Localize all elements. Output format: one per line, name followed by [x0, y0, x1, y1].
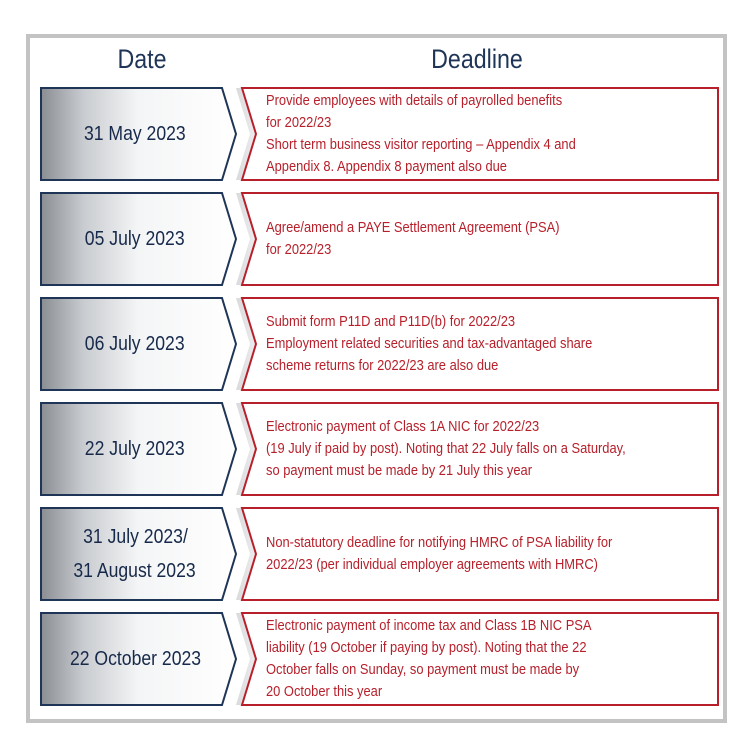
deadline-rows — [30, 38, 723, 719]
deadline-line: scheme returns for 2022/23 are also due — [266, 357, 499, 374]
deadline-line: Agree/amend a PAYE Settlement Agreement (PSA) — [266, 219, 560, 236]
deadline-line: 2022/23 (per individual employer agreements with HMRC) — [266, 556, 598, 573]
date-cell — [41, 507, 229, 601]
deadline-row — [30, 87, 723, 181]
deadline-line: Electronic payment of income tax and Class 1B NIC PSA — [266, 617, 592, 634]
deadline-row — [30, 402, 723, 496]
date-cell — [41, 297, 229, 391]
deadline-line: Electronic payment of Class 1A NIC for 2022/23 — [266, 418, 540, 435]
deadline-row — [30, 612, 723, 706]
deadline-line: Appendix 8. Appendix 8 payment also due — [266, 158, 507, 175]
date-line: 06 July 2023 — [85, 333, 185, 355]
deadline-line: so payment must be made by 21 July this year — [266, 462, 533, 479]
date-cell — [41, 87, 229, 181]
deadline-line: liability (19 October if paying by post). Noting that the 22 — [266, 639, 587, 656]
deadline-row — [30, 507, 723, 601]
date-cell — [41, 612, 229, 706]
deadline-cell — [266, 297, 716, 391]
deadline-cell — [266, 612, 716, 706]
deadline-cell — [266, 507, 716, 601]
deadline-line: for 2022/23 — [266, 241, 332, 258]
deadline-cell — [266, 87, 716, 181]
deadline-line: Submit form P11D and P11D(b) for 2022/23 — [266, 313, 516, 330]
date-line: 22 July 2023 — [85, 438, 185, 460]
date-line: 31 July 2023/ — [82, 526, 188, 548]
deadline-line: Non-statutory deadline for notifying HMRC of PSA liability for — [266, 534, 613, 551]
deadline-line: 20 October this year — [266, 683, 383, 700]
deadline-line: Short term business visitor reporting – Appendix 4 and — [266, 136, 576, 153]
deadline-line: Employment related securities and tax-advantaged share — [266, 335, 593, 352]
deadline-cell — [266, 192, 716, 286]
deadline-cell — [266, 402, 716, 496]
deadline-table — [26, 34, 727, 723]
date-column-header: Date — [117, 44, 167, 74]
deadline-row — [30, 192, 723, 286]
date-cell — [41, 192, 229, 286]
date-line: 22 October 2023 — [69, 648, 201, 670]
date-cell — [41, 402, 229, 496]
deadline-line: Provide employees with details of payrolled benefits — [266, 92, 563, 109]
deadline-line: October falls on Sunday, so payment must be made by — [266, 661, 580, 678]
deadline-line: (19 July if paid by post). Noting that 22 July falls on a Saturday, — [266, 440, 626, 457]
date-line: 31 August 2023 — [73, 560, 197, 582]
deadline-line: for 2022/23 — [266, 114, 332, 131]
date-line: 31 May 2023 — [84, 123, 186, 145]
date-line: 05 July 2023 — [85, 228, 185, 250]
deadline-column-header: Deadline — [431, 44, 523, 74]
deadline-row — [30, 297, 723, 391]
